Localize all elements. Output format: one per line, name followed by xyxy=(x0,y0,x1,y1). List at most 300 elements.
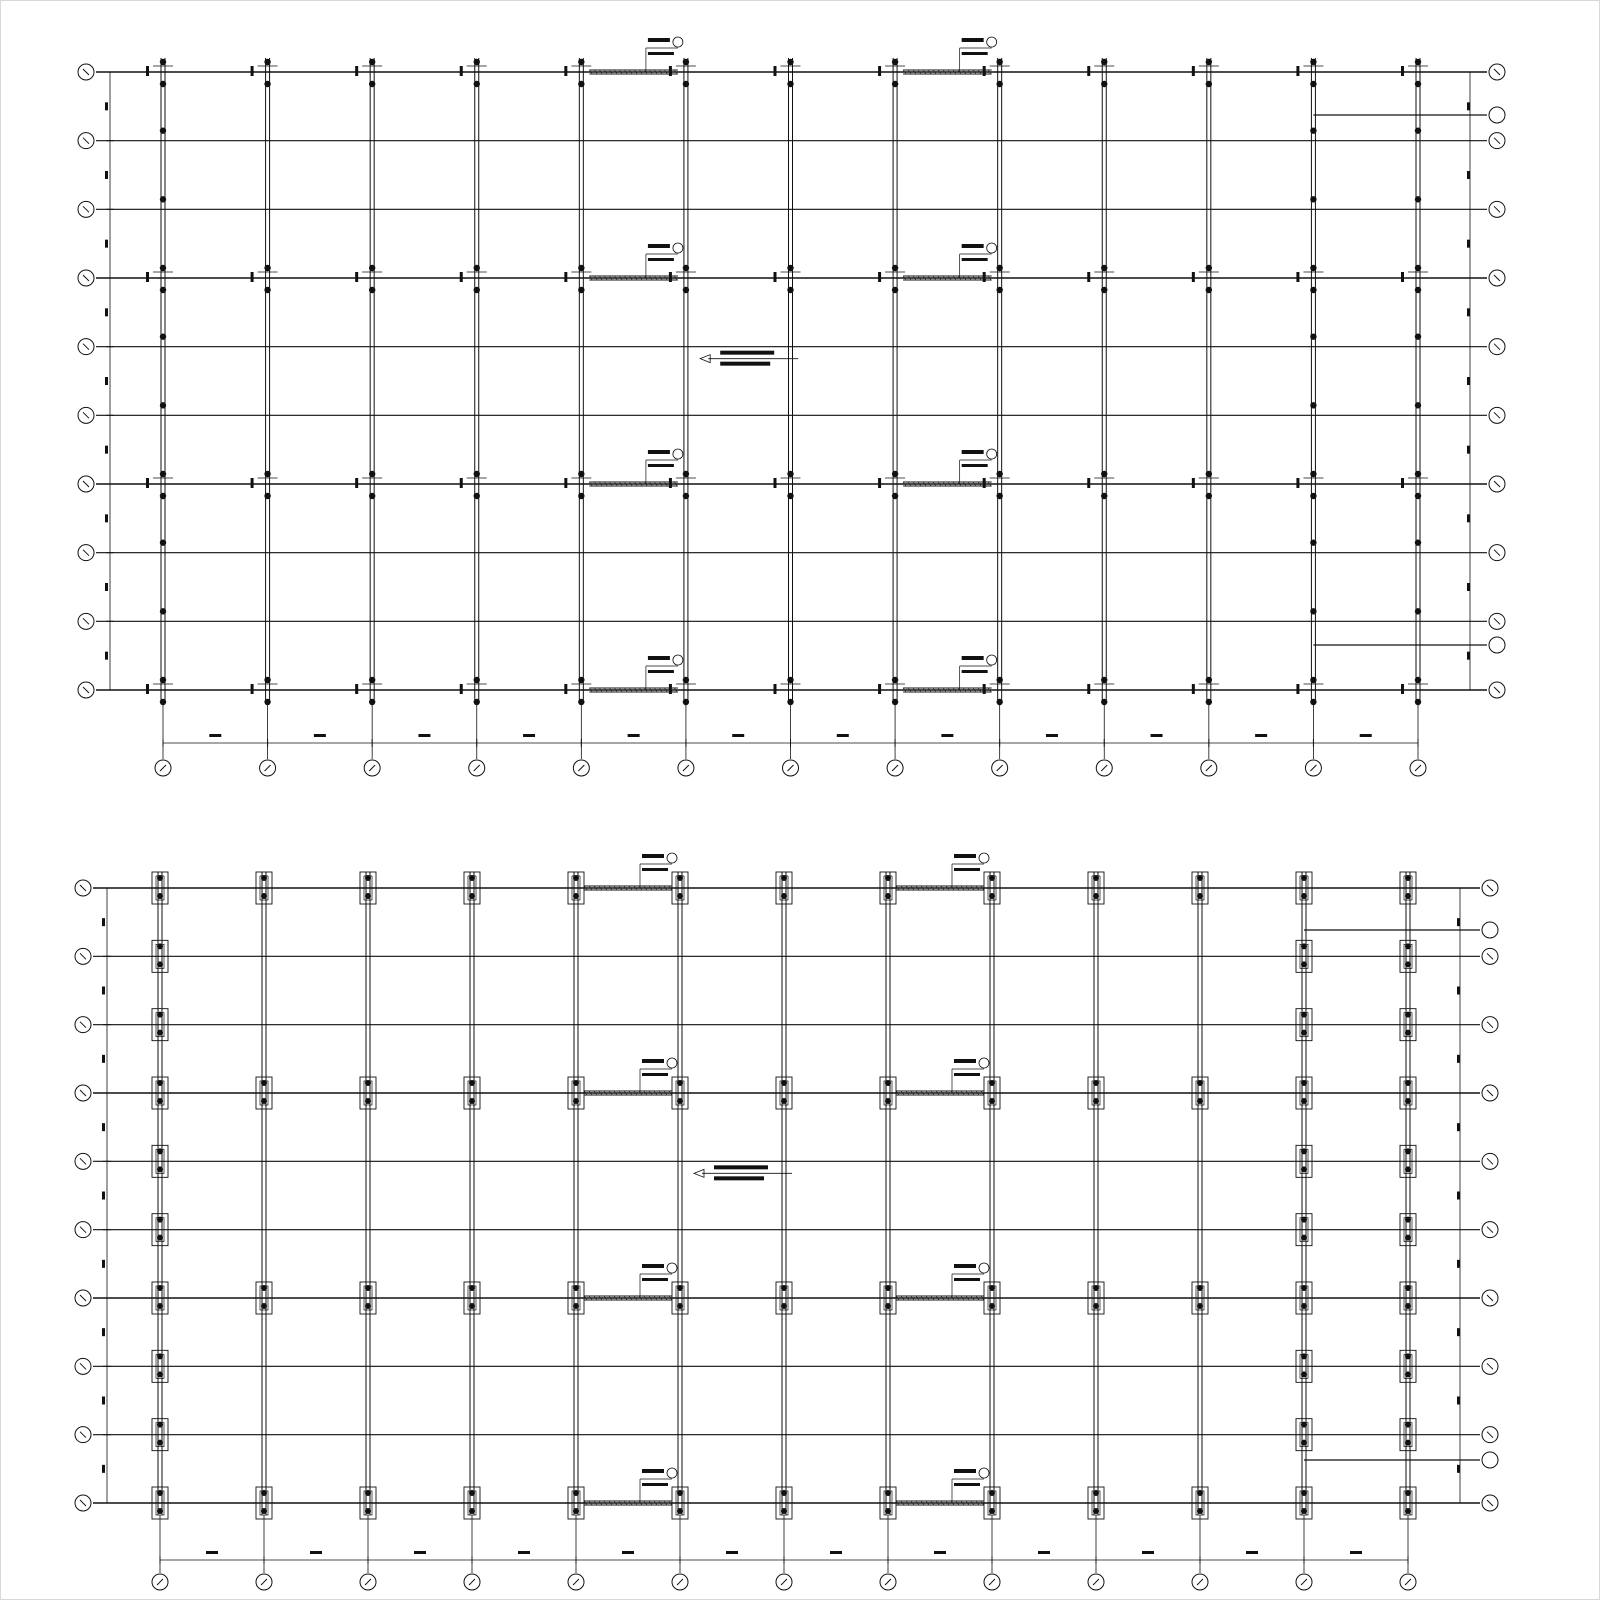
column-dimension-text xyxy=(941,734,953,737)
anchor-bolt xyxy=(1301,1098,1307,1104)
bracing-tag-text xyxy=(962,450,984,454)
row-dimension-text xyxy=(102,987,105,995)
anchor-bolt xyxy=(157,893,163,899)
anchor-bolt xyxy=(1301,1303,1307,1309)
base-plate-text xyxy=(1192,66,1195,76)
bracing-tag-text xyxy=(648,244,670,248)
base-plate-text xyxy=(460,272,463,282)
anchor-bolt xyxy=(1093,875,1099,881)
column-dimension-text xyxy=(1046,734,1058,737)
anchor-bolt xyxy=(365,1490,371,1496)
column-node xyxy=(474,677,480,683)
column-node xyxy=(264,471,270,477)
base-plate-text xyxy=(1296,66,1299,76)
anchor-bolt xyxy=(781,1098,787,1104)
column-node xyxy=(160,265,166,271)
sub-row-axis-bubble xyxy=(1482,922,1498,938)
column-node xyxy=(1310,333,1316,339)
anchor-bolt xyxy=(781,1303,787,1309)
anchor-bolt xyxy=(1405,1371,1411,1377)
bracing-tag-text xyxy=(648,258,674,261)
row-dimension-text xyxy=(102,1260,105,1268)
bracing-tag-text xyxy=(648,38,670,42)
anchor-bolt xyxy=(1301,1353,1307,1359)
column-node xyxy=(1415,333,1421,339)
column-node xyxy=(1206,471,1212,477)
sub-row-axis-bubble xyxy=(1489,107,1505,123)
bracing-tag-text xyxy=(954,868,980,871)
column-node xyxy=(1101,59,1107,65)
column-dimension-text xyxy=(934,1551,946,1554)
anchor-bolt xyxy=(885,1285,891,1291)
bracing-tag-text xyxy=(954,1073,980,1076)
anchor-bolt xyxy=(365,893,371,899)
bracing-tag-text xyxy=(642,1264,664,1268)
column-dimension-text xyxy=(732,734,744,737)
anchor-bolt xyxy=(781,1080,787,1086)
column-node xyxy=(892,59,898,65)
direction-note-text xyxy=(720,362,770,366)
upper-plan xyxy=(78,37,1505,776)
column-node xyxy=(683,471,689,477)
column-dimension-text xyxy=(1151,734,1163,737)
anchor-bolt xyxy=(157,1217,163,1223)
base-plate-text xyxy=(460,66,463,76)
row-dimension-text xyxy=(1467,514,1470,522)
column-node xyxy=(1310,287,1316,293)
row-dimension-text xyxy=(1457,1465,1460,1473)
anchor-bolt xyxy=(1197,893,1203,899)
column-node xyxy=(1310,81,1316,87)
column-node xyxy=(160,402,166,408)
anchor-bolt xyxy=(469,875,475,881)
anchor-bolt xyxy=(1405,1148,1411,1154)
base-plate-text xyxy=(146,66,149,76)
base-plate-text xyxy=(1087,272,1090,282)
column-node xyxy=(474,493,480,499)
base-plate-text xyxy=(564,478,567,488)
row-dimension-text xyxy=(102,1055,105,1063)
anchor-bolt xyxy=(885,1490,891,1496)
base-plate-text xyxy=(1296,684,1299,694)
anchor-bolt xyxy=(157,1285,163,1291)
anchor-bolt xyxy=(469,1508,475,1514)
anchor-bolt xyxy=(1301,1148,1307,1154)
column-node xyxy=(787,699,793,705)
bracing-tag-text xyxy=(648,52,674,55)
row-dimension-text xyxy=(1467,240,1470,248)
anchor-bolt xyxy=(1197,1508,1203,1514)
base-plate-text xyxy=(355,478,358,488)
anchor-bolt xyxy=(1405,1217,1411,1223)
anchor-bolt xyxy=(781,1490,787,1496)
anchor-bolt xyxy=(1301,1235,1307,1241)
base-plate-text xyxy=(1401,66,1404,76)
base-plate-text xyxy=(564,272,567,282)
anchor-bolt xyxy=(781,1508,787,1514)
column-node xyxy=(160,333,166,339)
row-dimension-text xyxy=(1467,308,1470,316)
column-node xyxy=(160,471,166,477)
column-node xyxy=(1101,471,1107,477)
bracing-tag-text xyxy=(962,258,988,261)
anchor-bolt xyxy=(261,1508,267,1514)
column-node xyxy=(787,287,793,293)
bracing-tag-bubble xyxy=(987,655,997,665)
column-node xyxy=(787,59,793,65)
anchor-bolt xyxy=(1093,1285,1099,1291)
column-dimension-text xyxy=(310,1551,322,1554)
column-node xyxy=(264,81,270,87)
row-dimension-text xyxy=(1457,1192,1460,1200)
bracing-tag-bubble xyxy=(979,853,989,863)
column-node xyxy=(892,471,898,477)
anchor-bolt xyxy=(1197,1098,1203,1104)
anchor-bolt xyxy=(365,1080,371,1086)
base-plate-text xyxy=(460,478,463,488)
row-dimension-text xyxy=(1457,1123,1460,1131)
anchor-bolt xyxy=(1301,1285,1307,1291)
bracing-tag-bubble xyxy=(979,1263,989,1273)
anchor-bolt xyxy=(1301,1217,1307,1223)
column-node xyxy=(160,81,166,87)
base-plate-text xyxy=(146,478,149,488)
anchor-bolt xyxy=(1405,1490,1411,1496)
column-node xyxy=(1310,699,1316,705)
column-node xyxy=(160,59,166,65)
column-node xyxy=(683,699,689,705)
row-dimension-text xyxy=(105,308,108,316)
column-node xyxy=(1206,677,1212,683)
column-node xyxy=(369,59,375,65)
column-node xyxy=(1310,127,1316,133)
anchor-bolt xyxy=(1405,1098,1411,1104)
column-node xyxy=(787,471,793,477)
base-plate-text xyxy=(878,478,881,488)
column-node xyxy=(892,493,898,499)
base-plate-text xyxy=(1087,684,1090,694)
row-dimension-text xyxy=(102,1328,105,1336)
column-node xyxy=(264,287,270,293)
bracing-tag-text xyxy=(642,1059,664,1063)
anchor-bolt xyxy=(469,893,475,899)
bracing-tag-bubble xyxy=(667,1468,677,1478)
anchor-bolt xyxy=(157,1235,163,1241)
anchor-bolt xyxy=(261,893,267,899)
column-node xyxy=(1310,677,1316,683)
bracing-tag-text xyxy=(648,450,670,454)
anchor-bolt xyxy=(261,1080,267,1086)
row-dimension-text xyxy=(102,918,105,926)
anchor-bolt xyxy=(1301,1012,1307,1018)
anchor-bolt xyxy=(885,1508,891,1514)
row-dimension-text xyxy=(105,514,108,522)
anchor-bolt xyxy=(1405,1508,1411,1514)
anchor-bolt xyxy=(157,1030,163,1036)
row-dimension-text xyxy=(1457,1260,1460,1268)
anchor-bolt xyxy=(1405,1080,1411,1086)
column-node xyxy=(160,287,166,293)
column-node xyxy=(474,59,480,65)
bracing-tag-text xyxy=(642,1469,664,1473)
anchor-bolt xyxy=(261,1285,267,1291)
bracing-tag-text xyxy=(642,1483,668,1486)
column-node xyxy=(1101,699,1107,705)
anchor-bolt xyxy=(885,893,891,899)
column-node xyxy=(1206,81,1212,87)
anchor-bolt xyxy=(1405,875,1411,881)
column-node xyxy=(1310,471,1316,477)
anchor-bolt xyxy=(989,1080,995,1086)
column-node xyxy=(160,539,166,545)
anchor-bolt xyxy=(469,1285,475,1291)
anchor-bolt xyxy=(157,1012,163,1018)
column-node xyxy=(578,59,584,65)
column-dimension-text xyxy=(726,1551,738,1554)
row-dimension-text xyxy=(1457,1397,1460,1405)
base-plate-text xyxy=(1401,478,1404,488)
anchor-bolt xyxy=(1405,1235,1411,1241)
column-node xyxy=(578,471,584,477)
anchor-bolt xyxy=(573,875,579,881)
anchor-bolt xyxy=(1301,1080,1307,1086)
anchor-bolt xyxy=(157,961,163,967)
column-node xyxy=(787,493,793,499)
anchor-bolt xyxy=(1093,1098,1099,1104)
anchor-bolt xyxy=(469,1080,475,1086)
base-plate-text xyxy=(251,684,254,694)
anchor-bolt xyxy=(1197,1080,1203,1086)
column-node xyxy=(787,677,793,683)
base-plate-text xyxy=(251,478,254,488)
anchor-bolt xyxy=(1301,961,1307,967)
row-dimension-text xyxy=(102,1192,105,1200)
base-plate-text xyxy=(1401,684,1404,694)
column-dimension-text xyxy=(314,734,326,737)
base-plate-text xyxy=(251,272,254,282)
column-node xyxy=(1101,677,1107,683)
column-node xyxy=(892,287,898,293)
anchor-bolt xyxy=(1197,1490,1203,1496)
anchor-bolt xyxy=(677,1490,683,1496)
anchor-bolt xyxy=(1197,1285,1203,1291)
column-node xyxy=(892,265,898,271)
direction-note-text xyxy=(714,1165,768,1169)
row-dimension-text xyxy=(105,377,108,385)
anchor-bolt xyxy=(157,1148,163,1154)
base-plate-text xyxy=(1296,478,1299,488)
column-node xyxy=(1206,699,1212,705)
column-node xyxy=(264,265,270,271)
bracing-tag-bubble xyxy=(979,1058,989,1068)
column-node xyxy=(1101,287,1107,293)
anchor-bolt xyxy=(1405,1012,1411,1018)
anchor-bolt xyxy=(157,1490,163,1496)
column-node xyxy=(996,265,1002,271)
anchor-bolt xyxy=(261,1490,267,1496)
bracing-tag-text xyxy=(648,670,674,673)
column-node xyxy=(996,59,1002,65)
anchor-bolt xyxy=(1405,1303,1411,1309)
column-node xyxy=(996,471,1002,477)
anchor-bolt xyxy=(1301,1440,1307,1446)
column-node xyxy=(1310,265,1316,271)
column-node xyxy=(264,699,270,705)
bracing-tag-bubble xyxy=(673,37,683,47)
bracing-tag-bubble xyxy=(987,449,997,459)
column-node xyxy=(787,265,793,271)
anchor-bolt xyxy=(573,893,579,899)
anchor-bolt xyxy=(1405,1422,1411,1428)
column-node xyxy=(578,287,584,293)
row-dimension-text xyxy=(105,102,108,110)
base-plate-text xyxy=(1192,684,1195,694)
anchor-bolt xyxy=(885,1098,891,1104)
column-node xyxy=(474,699,480,705)
anchor-bolt xyxy=(885,875,891,881)
anchor-bolt xyxy=(1405,1353,1411,1359)
column-node xyxy=(996,81,1002,87)
anchor-bolt xyxy=(1405,1285,1411,1291)
column-node xyxy=(892,81,898,87)
base-plate-text xyxy=(460,684,463,694)
anchor-bolt xyxy=(781,1285,787,1291)
bracing-tag-bubble xyxy=(667,1263,677,1273)
anchor-bolt xyxy=(261,1098,267,1104)
anchor-bolt xyxy=(1093,1080,1099,1086)
column-node xyxy=(996,677,1002,683)
column-node xyxy=(683,59,689,65)
column-dimension-text xyxy=(1142,1551,1154,1554)
column-node xyxy=(578,265,584,271)
anchor-bolt xyxy=(1093,1508,1099,1514)
anchor-bolt xyxy=(1093,893,1099,899)
column-dimension-text xyxy=(523,734,535,737)
anchor-bolt xyxy=(157,943,163,949)
anchor-bolt xyxy=(1301,943,1307,949)
column-node xyxy=(1415,699,1421,705)
anchor-bolt xyxy=(1301,1422,1307,1428)
base-plate-text xyxy=(1087,478,1090,488)
bracing-tag-text xyxy=(954,854,976,858)
anchor-bolt xyxy=(1301,1508,1307,1514)
column-node xyxy=(1415,471,1421,477)
anchor-bolt xyxy=(573,1098,579,1104)
bracing-tag-text xyxy=(954,1059,976,1063)
bracing-tag-bubble xyxy=(673,655,683,665)
base-plate-text xyxy=(251,66,254,76)
anchor-bolt xyxy=(365,1508,371,1514)
anchor-bolt xyxy=(1197,875,1203,881)
column-node xyxy=(1415,608,1421,614)
anchor-bolt xyxy=(1405,1166,1411,1172)
bracing-tag-text xyxy=(954,1278,980,1281)
anchor-bolt xyxy=(365,875,371,881)
base-plate-text xyxy=(878,272,881,282)
anchor-bolt xyxy=(1093,1490,1099,1496)
column-node xyxy=(1415,539,1421,545)
row-dimension-text xyxy=(1457,987,1460,995)
base-plate-text xyxy=(355,272,358,282)
column-node xyxy=(1415,59,1421,65)
column-node xyxy=(369,699,375,705)
direction-note-text xyxy=(714,1176,764,1180)
column-node xyxy=(1415,402,1421,408)
column-dimension-text xyxy=(628,734,640,737)
row-dimension-text xyxy=(105,240,108,248)
row-dimension-text xyxy=(1467,102,1470,110)
column-node xyxy=(1415,287,1421,293)
bracing-tag-bubble xyxy=(673,243,683,253)
column-dimension-text xyxy=(1038,1551,1050,1554)
column-node xyxy=(578,81,584,87)
row-dimension-text xyxy=(1457,1055,1460,1063)
anchor-bolt xyxy=(469,1303,475,1309)
bracing-tag-bubble xyxy=(987,37,997,47)
anchor-bolt xyxy=(989,1303,995,1309)
anchor-bolt xyxy=(1405,893,1411,899)
column-node xyxy=(1310,493,1316,499)
row-dimension-text xyxy=(102,1397,105,1405)
column-node xyxy=(1310,402,1316,408)
column-node xyxy=(264,677,270,683)
anchor-bolt xyxy=(1301,893,1307,899)
row-dimension-text xyxy=(105,446,108,454)
column-node xyxy=(1415,81,1421,87)
base-plate-text xyxy=(1401,272,1404,282)
column-node xyxy=(474,265,480,271)
anchor-bolt xyxy=(989,1490,995,1496)
column-node xyxy=(1101,493,1107,499)
anchor-bolt xyxy=(1405,1440,1411,1446)
column-node xyxy=(264,493,270,499)
anchor-bolt xyxy=(1405,961,1411,967)
anchor-bolt xyxy=(261,1303,267,1309)
bracing-tag-text xyxy=(648,656,670,660)
column-node xyxy=(892,677,898,683)
column-node xyxy=(264,59,270,65)
bracing-tag-text xyxy=(962,464,988,467)
column-dimension-text xyxy=(418,734,430,737)
column-node xyxy=(1310,59,1316,65)
anchor-bolt xyxy=(573,1285,579,1291)
base-plate-text xyxy=(1192,272,1195,282)
column-node xyxy=(1310,608,1316,614)
column-dimension-text xyxy=(414,1551,426,1554)
column-node xyxy=(1415,493,1421,499)
bracing-tag-bubble xyxy=(673,449,683,459)
column-node xyxy=(160,493,166,499)
column-node xyxy=(1310,196,1316,202)
anchor-bolt xyxy=(677,1303,683,1309)
column-node xyxy=(1206,493,1212,499)
anchor-bolt xyxy=(573,1490,579,1496)
anchor-bolt xyxy=(1301,1166,1307,1172)
column-node xyxy=(683,493,689,499)
column-node xyxy=(369,493,375,499)
anchor-bolt xyxy=(989,875,995,881)
column-node xyxy=(996,287,1002,293)
column-node xyxy=(683,265,689,271)
row-dimension-text xyxy=(102,1465,105,1473)
row-dimension-text xyxy=(1467,377,1470,385)
column-node xyxy=(1310,539,1316,545)
anchor-bolt xyxy=(989,1098,995,1104)
column-node xyxy=(578,677,584,683)
base-plate-text xyxy=(878,66,881,76)
bracing-tag-text xyxy=(954,1483,980,1486)
base-plate-text xyxy=(146,684,149,694)
